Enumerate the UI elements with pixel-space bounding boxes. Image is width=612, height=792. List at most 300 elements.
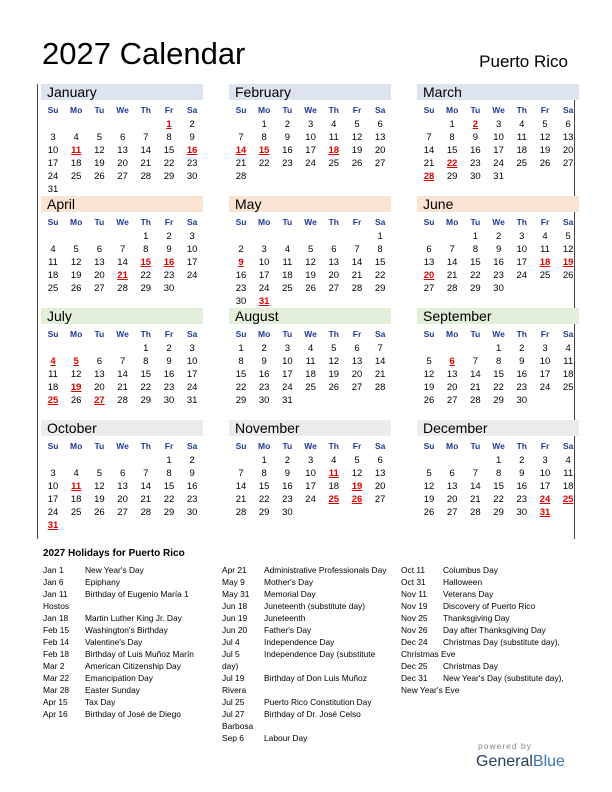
day-cell[interactable]: 9 xyxy=(166,356,172,367)
day-cell[interactable]: 22 xyxy=(140,382,152,393)
day-cell[interactable]: 28 xyxy=(235,507,247,518)
holiday-day-cell[interactable]: 15 xyxy=(258,145,270,156)
day-cell[interactable]: 19 xyxy=(423,494,435,505)
day-cell[interactable]: 24 xyxy=(186,382,198,393)
day-cell[interactable]: 30 xyxy=(186,507,198,518)
day-cell[interactable]: 30 xyxy=(516,395,528,406)
day-cell[interactable]: 18 xyxy=(562,481,574,492)
holiday-day-cell[interactable]: 31 xyxy=(258,296,270,307)
day-cell[interactable]: 1 xyxy=(143,231,149,242)
day-cell[interactable]: 1 xyxy=(143,343,149,354)
day-cell[interactable]: 8 xyxy=(495,356,502,367)
day-cell[interactable]: 7 xyxy=(238,132,244,143)
day-cell[interactable]: 4 xyxy=(50,244,56,255)
day-cell[interactable]: 6 xyxy=(449,468,455,479)
day-cell[interactable]: 23 xyxy=(516,494,528,505)
day-cell[interactable]: 14 xyxy=(470,481,481,492)
day-cell[interactable]: 24 xyxy=(493,158,504,169)
day-cell[interactable]: 11 xyxy=(516,132,527,143)
day-cell[interactable]: 7 xyxy=(143,468,149,479)
day-cell[interactable]: 26 xyxy=(562,270,574,281)
day-cell[interactable]: 24 xyxy=(516,270,528,281)
day-cell[interactable]: 12 xyxy=(328,356,340,367)
day-cell[interactable]: 1 xyxy=(495,343,502,354)
day-cell[interactable]: 25 xyxy=(305,382,316,393)
day-cell[interactable]: 7 xyxy=(472,356,479,367)
day-cell[interactable]: 20 xyxy=(446,382,458,393)
day-cell[interactable]: 27 xyxy=(374,494,386,505)
day-cell[interactable]: 5 xyxy=(96,132,103,143)
day-cell[interactable]: 7 xyxy=(377,343,383,354)
day-cell[interactable]: 17 xyxy=(47,494,59,505)
day-cell[interactable]: 19 xyxy=(351,145,363,156)
day-cell[interactable]: 14 xyxy=(140,145,152,156)
day-cell[interactable]: 8 xyxy=(143,244,149,255)
day-cell[interactable]: 11 xyxy=(563,356,574,367)
day-cell[interactable]: 6 xyxy=(426,244,432,255)
day-cell[interactable]: 7 xyxy=(238,468,244,479)
day-cell[interactable]: 2 xyxy=(166,343,172,354)
day-cell[interactable]: 23 xyxy=(163,270,175,281)
day-cell[interactable]: 11 xyxy=(305,356,316,367)
day-cell[interactable]: 24 xyxy=(258,283,270,294)
day-cell[interactable]: 12 xyxy=(423,481,435,492)
day-cell[interactable]: 27 xyxy=(117,507,128,518)
holiday-day-cell[interactable]: 15 xyxy=(140,257,152,268)
day-cell[interactable]: 5 xyxy=(354,455,360,466)
holiday-day-cell[interactable]: 20 xyxy=(423,270,435,281)
day-cell[interactable]: 20 xyxy=(374,145,386,156)
day-cell[interactable]: 1 xyxy=(166,455,172,466)
day-cell[interactable]: 2 xyxy=(261,343,267,354)
day-cell[interactable]: 12 xyxy=(539,132,551,143)
day-cell[interactable]: 12 xyxy=(70,257,82,268)
day-cell[interactable]: 29 xyxy=(374,283,386,294)
day-cell[interactable]: 26 xyxy=(94,507,105,518)
day-cell[interactable]: 13 xyxy=(374,132,386,143)
day-cell[interactable]: 22 xyxy=(140,270,152,281)
day-cell[interactable]: 13 xyxy=(117,481,128,492)
day-cell[interactable]: 30 xyxy=(163,283,175,294)
day-cell[interactable]: 28 xyxy=(374,382,386,393)
holiday-day-cell[interactable]: 25 xyxy=(47,395,59,406)
day-cell[interactable]: 6 xyxy=(377,455,383,466)
day-cell[interactable]: 24 xyxy=(47,171,59,182)
day-cell[interactable]: 11 xyxy=(563,468,574,479)
holiday-day-cell[interactable]: 24 xyxy=(539,494,551,505)
day-cell[interactable]: 8 xyxy=(261,132,267,143)
day-cell[interactable]: 3 xyxy=(284,343,291,354)
day-cell[interactable]: 2 xyxy=(495,231,502,242)
day-cell[interactable]: 3 xyxy=(519,231,525,242)
day-cell[interactable]: 24 xyxy=(539,382,551,393)
day-cell[interactable]: 27 xyxy=(117,171,128,182)
day-cell[interactable]: 17 xyxy=(493,145,504,156)
day-cell[interactable]: 9 xyxy=(189,132,195,143)
day-cell[interactable]: 18 xyxy=(47,382,59,393)
day-cell[interactable]: 27 xyxy=(446,395,458,406)
day-cell[interactable]: 3 xyxy=(189,231,195,242)
day-cell[interactable]: 21 xyxy=(374,369,386,380)
day-cell[interactable]: 17 xyxy=(305,481,316,492)
day-cell[interactable]: 30 xyxy=(186,171,198,182)
day-cell[interactable]: 23 xyxy=(282,494,293,505)
day-cell[interactable]: 2 xyxy=(284,119,291,130)
day-cell[interactable]: 15 xyxy=(163,145,175,156)
holiday-day-cell[interactable]: 19 xyxy=(351,481,363,492)
day-cell[interactable]: 28 xyxy=(117,283,128,294)
day-cell[interactable]: 26 xyxy=(94,171,105,182)
day-cell[interactable]: 2 xyxy=(189,119,195,130)
day-cell[interactable]: 27 xyxy=(562,158,574,169)
day-cell[interactable]: 6 xyxy=(119,468,126,479)
day-cell[interactable]: 13 xyxy=(423,257,435,268)
day-cell[interactable]: 13 xyxy=(117,145,128,156)
day-cell[interactable]: 23 xyxy=(282,158,293,169)
day-cell[interactable]: 17 xyxy=(305,145,316,156)
day-cell[interactable]: 14 xyxy=(423,145,435,156)
day-cell[interactable]: 13 xyxy=(351,356,363,367)
day-cell[interactable]: 23 xyxy=(235,283,247,294)
day-cell[interactable]: 30 xyxy=(163,395,175,406)
day-cell[interactable]: 25 xyxy=(282,283,293,294)
day-cell[interactable]: 5 xyxy=(426,468,432,479)
day-cell[interactable]: 13 xyxy=(328,257,340,268)
day-cell[interactable]: 29 xyxy=(163,171,175,182)
day-cell[interactable]: 13 xyxy=(374,468,386,479)
day-cell[interactable]: 10 xyxy=(186,356,198,367)
day-cell[interactable]: 19 xyxy=(94,494,105,505)
day-cell[interactable]: 4 xyxy=(307,343,314,354)
day-cell[interactable]: 8 xyxy=(449,132,455,143)
day-cell[interactable]: 10 xyxy=(516,244,528,255)
day-cell[interactable]: 29 xyxy=(258,507,270,518)
day-cell[interactable]: 31 xyxy=(47,184,59,195)
day-cell[interactable]: 2 xyxy=(166,231,172,242)
day-cell[interactable]: 15 xyxy=(493,369,504,380)
day-cell[interactable]: 29 xyxy=(140,283,152,294)
day-cell[interactable]: 13 xyxy=(562,132,574,143)
day-cell[interactable]: 1 xyxy=(472,231,479,242)
day-cell[interactable]: 11 xyxy=(328,132,339,143)
day-cell[interactable]: 7 xyxy=(143,132,149,143)
holiday-day-cell[interactable]: 1 xyxy=(166,119,172,130)
day-cell[interactable]: 8 xyxy=(166,468,172,479)
day-cell[interactable]: 27 xyxy=(351,382,363,393)
day-cell[interactable]: 12 xyxy=(94,145,105,156)
day-cell[interactable]: 15 xyxy=(163,481,175,492)
day-cell[interactable]: 22 xyxy=(258,494,270,505)
brand-logo[interactable] xyxy=(476,753,565,771)
day-cell[interactable]: 16 xyxy=(258,369,270,380)
day-cell[interactable]: 8 xyxy=(143,356,149,367)
day-cell[interactable]: 23 xyxy=(163,382,175,393)
day-cell[interactable]: 17 xyxy=(539,481,551,492)
day-cell[interactable]: 1 xyxy=(377,231,383,242)
day-cell[interactable]: 21 xyxy=(446,270,458,281)
day-cell[interactable]: 5 xyxy=(354,119,360,130)
day-cell[interactable]: 16 xyxy=(516,369,528,380)
day-cell[interactable]: 24 xyxy=(47,507,59,518)
holiday-day-cell[interactable]: 31 xyxy=(47,520,59,531)
holiday-day-cell[interactable]: 5 xyxy=(73,356,79,367)
day-cell[interactable]: 12 xyxy=(70,369,82,380)
day-cell[interactable]: 5 xyxy=(565,231,571,242)
day-cell[interactable]: 21 xyxy=(423,158,435,169)
day-cell[interactable]: 7 xyxy=(449,244,455,255)
day-cell[interactable]: 17 xyxy=(516,257,528,268)
day-cell[interactable]: 17 xyxy=(282,369,293,380)
day-cell[interactable]: 12 xyxy=(94,481,105,492)
day-cell[interactable]: 2 xyxy=(284,455,291,466)
holiday-day-cell[interactable]: 21 xyxy=(117,270,128,281)
day-cell[interactable]: 8 xyxy=(377,244,383,255)
day-cell[interactable]: 20 xyxy=(562,145,574,156)
holiday-day-cell[interactable]: 11 xyxy=(71,145,82,156)
day-cell[interactable]: 29 xyxy=(493,395,504,406)
day-cell[interactable]: 10 xyxy=(258,257,270,268)
day-cell[interactable]: 21 xyxy=(351,270,363,281)
day-cell[interactable]: 27 xyxy=(374,158,386,169)
day-cell[interactable]: 22 xyxy=(258,158,270,169)
day-cell[interactable]: 2 xyxy=(519,343,525,354)
holiday-day-cell[interactable]: 9 xyxy=(238,257,244,268)
day-cell[interactable]: 10 xyxy=(186,244,198,255)
day-cell[interactable]: 25 xyxy=(47,283,59,294)
holiday-day-cell[interactable]: 28 xyxy=(423,171,435,182)
day-cell[interactable]: 28 xyxy=(117,395,128,406)
day-cell[interactable]: 11 xyxy=(48,257,58,268)
holiday-day-cell[interactable]: 14 xyxy=(235,145,247,156)
day-cell[interactable]: 21 xyxy=(140,158,152,169)
day-cell[interactable]: 31 xyxy=(186,395,198,406)
day-cell[interactable]: 27 xyxy=(423,283,435,294)
day-cell[interactable]: 19 xyxy=(539,145,551,156)
day-cell[interactable]: 16 xyxy=(470,145,481,156)
day-cell[interactable]: 10 xyxy=(539,356,551,367)
day-cell[interactable]: 28 xyxy=(235,171,247,182)
day-cell[interactable]: 27 xyxy=(328,283,340,294)
day-cell[interactable]: 4 xyxy=(73,132,79,143)
day-cell[interactable]: 12 xyxy=(305,257,316,268)
day-cell[interactable]: 29 xyxy=(140,395,152,406)
day-cell[interactable]: 3 xyxy=(189,343,195,354)
day-cell[interactable]: 25 xyxy=(70,507,82,518)
day-cell[interactable]: 12 xyxy=(351,132,363,143)
day-cell[interactable]: 9 xyxy=(472,132,479,143)
day-cell[interactable]: 25 xyxy=(70,171,82,182)
day-cell[interactable]: 14 xyxy=(446,257,458,268)
day-cell[interactable]: 13 xyxy=(94,257,105,268)
day-cell[interactable]: 3 xyxy=(495,119,502,130)
day-cell[interactable]: 13 xyxy=(446,369,458,380)
day-cell[interactable]: 28 xyxy=(470,507,481,518)
day-cell[interactable]: 19 xyxy=(70,270,82,281)
day-cell[interactable]: 10 xyxy=(539,468,551,479)
day-cell[interactable]: 15 xyxy=(235,369,247,380)
day-cell[interactable]: 7 xyxy=(426,132,432,143)
day-cell[interactable]: 31 xyxy=(282,395,293,406)
day-cell[interactable]: 30 xyxy=(235,296,247,307)
day-cell[interactable]: 26 xyxy=(305,283,316,294)
day-cell[interactable]: 27 xyxy=(94,283,105,294)
day-cell[interactable]: 10 xyxy=(47,481,59,492)
day-cell[interactable]: 14 xyxy=(140,481,152,492)
day-cell[interactable]: 16 xyxy=(186,481,198,492)
day-cell[interactable]: 8 xyxy=(261,468,267,479)
day-cell[interactable]: 27 xyxy=(446,507,458,518)
day-cell[interactable]: 3 xyxy=(307,455,314,466)
day-cell[interactable]: 15 xyxy=(446,145,458,156)
day-cell[interactable]: 26 xyxy=(351,158,363,169)
day-cell[interactable]: 15 xyxy=(258,481,270,492)
day-cell[interactable]: 13 xyxy=(446,481,458,492)
day-cell[interactable]: 25 xyxy=(562,382,574,393)
day-cell[interactable]: 18 xyxy=(70,494,82,505)
day-cell[interactable]: 2 xyxy=(189,455,195,466)
day-cell[interactable]: 9 xyxy=(495,244,502,255)
day-cell[interactable]: 12 xyxy=(562,244,574,255)
day-cell[interactable]: 9 xyxy=(261,356,267,367)
day-cell[interactable]: 6 xyxy=(565,119,571,130)
day-cell[interactable]: 3 xyxy=(50,468,56,479)
day-cell[interactable]: 5 xyxy=(73,244,79,255)
holiday-day-cell[interactable]: 4 xyxy=(50,356,56,367)
day-cell[interactable]: 22 xyxy=(374,270,386,281)
day-cell[interactable]: 19 xyxy=(423,382,435,393)
day-cell[interactable]: 25 xyxy=(539,270,551,281)
day-cell[interactable]: 4 xyxy=(331,455,337,466)
day-cell[interactable]: 3 xyxy=(542,455,548,466)
day-cell[interactable]: 15 xyxy=(470,257,481,268)
day-cell[interactable]: 24 xyxy=(282,382,293,393)
day-cell[interactable]: 9 xyxy=(519,468,525,479)
day-cell[interactable]: 10 xyxy=(282,356,293,367)
day-cell[interactable]: 22 xyxy=(163,158,175,169)
day-cell[interactable]: 9 xyxy=(519,356,525,367)
day-cell[interactable]: 7 xyxy=(119,356,126,367)
day-cell[interactable]: 23 xyxy=(186,158,198,169)
day-cell[interactable]: 16 xyxy=(282,145,293,156)
holiday-day-cell[interactable]: 25 xyxy=(562,494,574,505)
day-cell[interactable]: 22 xyxy=(163,494,175,505)
day-cell[interactable]: 14 xyxy=(235,481,247,492)
day-cell[interactable]: 14 xyxy=(117,257,128,268)
day-cell[interactable]: 18 xyxy=(562,369,574,380)
day-cell[interactable]: 3 xyxy=(307,119,314,130)
day-cell[interactable]: 24 xyxy=(186,270,198,281)
day-cell[interactable]: 25 xyxy=(328,158,340,169)
day-cell[interactable]: 29 xyxy=(470,283,481,294)
day-cell[interactable]: 20 xyxy=(117,158,128,169)
day-cell[interactable]: 9 xyxy=(166,244,172,255)
day-cell[interactable]: 4 xyxy=(542,231,548,242)
day-cell[interactable]: 20 xyxy=(117,494,128,505)
day-cell[interactable]: 16 xyxy=(516,481,528,492)
day-cell[interactable]: 10 xyxy=(305,132,316,143)
day-cell[interactable]: 16 xyxy=(493,257,504,268)
day-cell[interactable]: 17 xyxy=(186,369,198,380)
day-cell[interactable]: 3 xyxy=(50,132,56,143)
day-cell[interactable]: 6 xyxy=(377,119,383,130)
day-cell[interactable]: 21 xyxy=(235,158,247,169)
day-cell[interactable]: 22 xyxy=(470,270,481,281)
day-cell[interactable]: 30 xyxy=(282,507,293,518)
day-cell[interactable]: 14 xyxy=(351,257,363,268)
day-cell[interactable]: 12 xyxy=(423,369,435,380)
day-cell[interactable]: 3 xyxy=(261,244,267,255)
day-cell[interactable]: 3 xyxy=(542,343,548,354)
day-cell[interactable]: 30 xyxy=(258,395,270,406)
holiday-day-cell[interactable]: 26 xyxy=(351,494,363,505)
day-cell[interactable]: 13 xyxy=(94,369,105,380)
day-cell[interactable]: 5 xyxy=(307,244,314,255)
day-cell[interactable]: 23 xyxy=(470,158,481,169)
day-cell[interactable]: 6 xyxy=(354,343,360,354)
day-cell[interactable]: 20 xyxy=(94,382,105,393)
day-cell[interactable]: 20 xyxy=(94,270,105,281)
day-cell[interactable]: 19 xyxy=(94,158,105,169)
holiday-day-cell[interactable]: 16 xyxy=(163,257,175,268)
day-cell[interactable]: 5 xyxy=(96,468,103,479)
day-cell[interactable]: 18 xyxy=(328,481,340,492)
day-cell[interactable]: 6 xyxy=(331,244,337,255)
day-cell[interactable]: 21 xyxy=(470,494,481,505)
day-cell[interactable]: 9 xyxy=(284,468,291,479)
day-cell[interactable]: 14 xyxy=(374,356,386,367)
day-cell[interactable]: 17 xyxy=(186,257,198,268)
day-cell[interactable]: 22 xyxy=(235,382,247,393)
day-cell[interactable]: 10 xyxy=(47,145,59,156)
day-cell[interactable]: 4 xyxy=(565,455,571,466)
day-cell[interactable]: 17 xyxy=(539,369,551,380)
day-cell[interactable]: 4 xyxy=(284,244,291,255)
day-cell[interactable]: 18 xyxy=(282,270,293,281)
day-cell[interactable]: 20 xyxy=(374,481,386,492)
day-cell[interactable]: 7 xyxy=(119,244,126,255)
day-cell[interactable]: 28 xyxy=(446,283,458,294)
day-cell[interactable]: 21 xyxy=(235,494,247,505)
day-cell[interactable]: 6 xyxy=(96,244,103,255)
day-cell[interactable]: 18 xyxy=(305,369,316,380)
day-cell[interactable]: 9 xyxy=(189,468,195,479)
day-cell[interactable]: 7 xyxy=(472,468,479,479)
day-cell[interactable]: 30 xyxy=(516,507,528,518)
day-cell[interactable]: 5 xyxy=(542,119,548,130)
day-cell[interactable]: 6 xyxy=(96,356,103,367)
day-cell[interactable]: 4 xyxy=(331,119,337,130)
day-cell[interactable]: 16 xyxy=(282,481,293,492)
day-cell[interactable]: 6 xyxy=(119,132,126,143)
holiday-day-cell[interactable]: 2 xyxy=(472,119,479,130)
day-cell[interactable]: 11 xyxy=(282,257,293,268)
holiday-day-cell[interactable]: 18 xyxy=(328,145,340,156)
day-cell[interactable]: 11 xyxy=(48,369,58,380)
day-cell[interactable]: 8 xyxy=(166,132,172,143)
day-cell[interactable]: 30 xyxy=(470,171,481,182)
day-cell[interactable]: 12 xyxy=(351,468,363,479)
day-cell[interactable]: 7 xyxy=(354,244,360,255)
day-cell[interactable]: 4 xyxy=(519,119,525,130)
day-cell[interactable]: 26 xyxy=(70,395,82,406)
day-cell[interactable]: 20 xyxy=(328,270,340,281)
holiday-day-cell[interactable]: 25 xyxy=(328,494,340,505)
day-cell[interactable]: 24 xyxy=(305,158,316,169)
day-cell[interactable]: 18 xyxy=(47,270,59,281)
day-cell[interactable]: 14 xyxy=(117,369,128,380)
day-cell[interactable]: 29 xyxy=(235,395,247,406)
day-cell[interactable]: 26 xyxy=(539,158,551,169)
